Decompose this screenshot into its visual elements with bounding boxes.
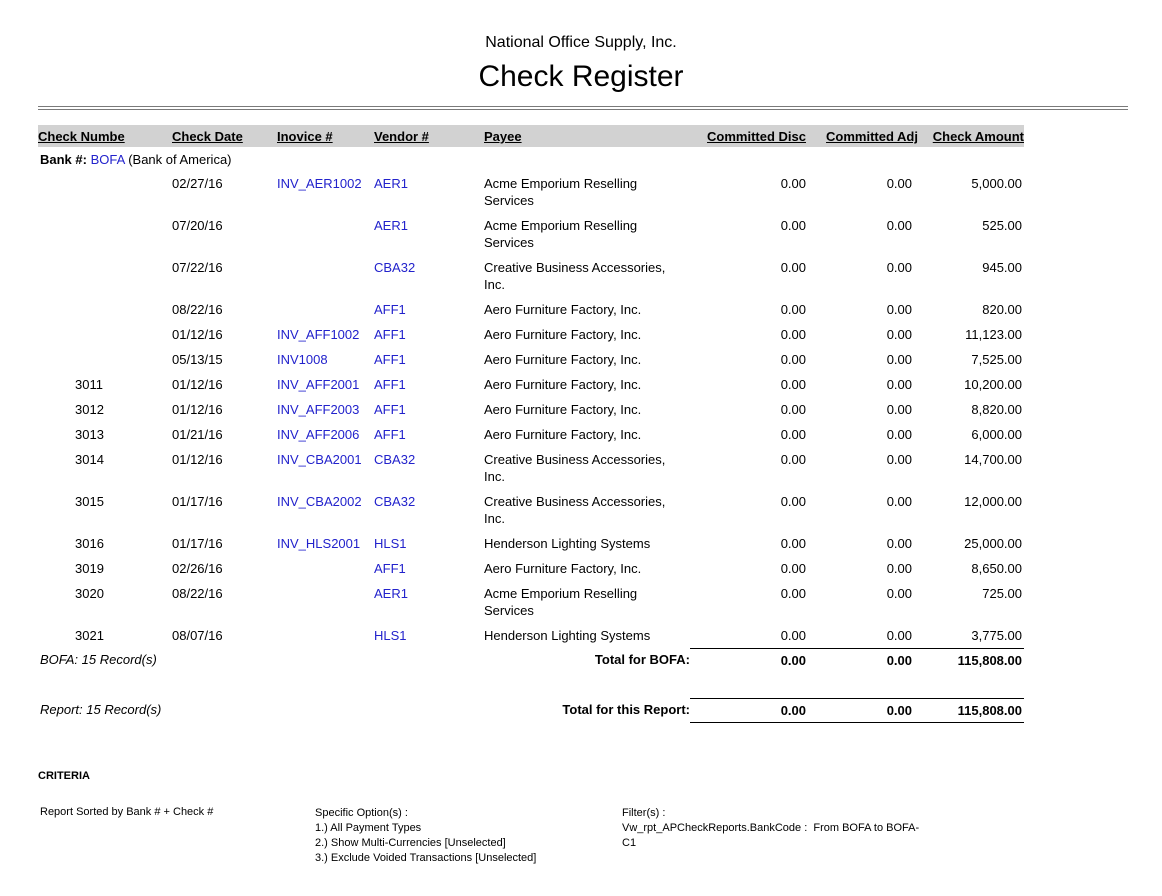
report-total-committed-adj: 0.00 xyxy=(806,698,918,723)
check-row xyxy=(38,531,1024,556)
committed-adj-cell: 0.00 xyxy=(886,628,912,643)
check-row xyxy=(38,372,1024,397)
check-amount-cell: 5,000.00 xyxy=(971,176,1022,191)
filters-block xyxy=(622,806,922,851)
committed-disc-cell: 0.00 xyxy=(780,302,806,317)
committed-adj-cell: 0.00 xyxy=(886,377,912,392)
check-date-cell: 05/13/15 xyxy=(172,352,223,367)
committed-adj-cell: 0.00 xyxy=(886,352,912,367)
check-number-cell: 3012 xyxy=(75,402,104,417)
check-amount-cell: 25,000.00 xyxy=(964,536,1022,551)
committed-disc-cell: 0.00 xyxy=(780,427,806,442)
check-date-cell: 07/22/16 xyxy=(172,260,223,275)
invoice-cell xyxy=(277,556,374,581)
sort-order-text: Report Sorted by Bank # + Check # xyxy=(40,806,214,818)
invoice-cell xyxy=(277,623,374,648)
options-list xyxy=(315,821,536,866)
committed-disc-cell: 0.00 xyxy=(780,561,806,576)
committed-disc-cell: 0.00 xyxy=(780,327,806,342)
vendor-link[interactable]: AER1 xyxy=(374,218,408,233)
check-table xyxy=(38,125,1024,723)
invoice-link[interactable]: INV_CBA2001 xyxy=(277,452,362,467)
option-item: 2.) Show Multi-Currencies [Unselected] xyxy=(315,837,506,849)
committed-disc-cell: 0.00 xyxy=(780,260,806,275)
specific-options-label: Specific Option(s) : xyxy=(315,807,408,819)
committed-adj-cell: 0.00 xyxy=(886,402,912,417)
check-date-cell: 01/17/16 xyxy=(172,536,223,551)
payee-cell: Acme Emporium Reselling Services xyxy=(484,176,638,208)
group-total-check-amount: 115,808.00 xyxy=(918,648,1024,672)
check-row xyxy=(38,447,1024,489)
payee-cell: Henderson Lighting Systems xyxy=(484,628,651,643)
payee-cell: Acme Emporium Reselling Services xyxy=(484,586,638,618)
check-number-cell xyxy=(38,297,172,322)
vendor-link[interactable]: AFF1 xyxy=(374,302,406,317)
committed-adj-cell: 0.00 xyxy=(886,218,912,233)
vendor-link[interactable]: AFF1 xyxy=(374,561,406,576)
check-amount-cell: 820.00 xyxy=(982,302,1022,317)
vendor-link[interactable]: AFF1 xyxy=(374,427,406,442)
check-date-cell: 07/20/16 xyxy=(172,218,223,233)
committed-adj-cell: 0.00 xyxy=(886,494,912,509)
title-divider xyxy=(38,106,1128,110)
payee-cell: Aero Furniture Factory, Inc. xyxy=(484,302,642,317)
invoice-link[interactable]: INV_AFF2003 xyxy=(277,402,360,417)
vendor-link[interactable]: AER1 xyxy=(374,586,408,601)
check-date-cell: 01/12/16 xyxy=(172,402,223,417)
report-footer-row xyxy=(38,698,1024,723)
invoice-link[interactable]: INV_CBA2002 xyxy=(277,494,362,509)
check-row xyxy=(38,347,1024,372)
check-number-cell xyxy=(38,322,172,347)
column-header-check-date: Check Date xyxy=(172,129,243,144)
check-date-cell: 08/22/16 xyxy=(172,302,223,317)
invoice-link[interactable]: INV_AFF2001 xyxy=(277,377,360,392)
committed-adj-cell: 0.00 xyxy=(886,561,912,576)
vendor-link[interactable]: AFF1 xyxy=(374,352,406,367)
bank-code-link[interactable]: BOFA xyxy=(90,152,125,167)
payee-cell: Aero Furniture Factory, Inc. xyxy=(484,561,642,576)
payee-cell: Creative Business Accessories, Inc. xyxy=(484,260,666,292)
check-number-cell: 3015 xyxy=(75,494,104,509)
check-number-cell: 3019 xyxy=(75,561,104,576)
report-record-count: Report: 15 Record(s) xyxy=(40,702,162,717)
check-number-cell: 3013 xyxy=(75,427,104,442)
column-header-vendor: Vendor # xyxy=(374,129,429,144)
invoice-cell xyxy=(277,581,374,623)
group-footer-row xyxy=(38,648,1024,672)
check-number-cell: 3011 xyxy=(75,377,103,392)
report-total-label: Total for this Report: xyxy=(562,702,690,717)
payee-cell: Aero Furniture Factory, Inc. xyxy=(484,352,642,367)
bank-name: (Bank of America) xyxy=(128,152,232,167)
report-total-check-amount: 115,808.00 xyxy=(918,698,1024,723)
payee-cell: Aero Furniture Factory, Inc. xyxy=(484,327,642,342)
filter-value: Vw_rpt_APCheckReports.BankCode : From BOFA to BOFA-C1 xyxy=(622,822,920,849)
specific-options-block xyxy=(315,806,536,866)
check-number-cell xyxy=(38,171,172,213)
vendor-link[interactable]: HLS1 xyxy=(374,536,407,551)
payee-cell: Aero Furniture Factory, Inc. xyxy=(484,377,642,392)
group-total-committed-adj: 0.00 xyxy=(806,648,918,672)
vendor-link[interactable]: AER1 xyxy=(374,176,408,191)
committed-adj-cell: 0.00 xyxy=(886,260,912,275)
vendor-link[interactable]: AFF1 xyxy=(374,377,406,392)
payee-cell: Aero Furniture Factory, Inc. xyxy=(484,402,642,417)
check-row xyxy=(38,623,1024,648)
invoice-cell xyxy=(277,297,374,322)
check-row xyxy=(38,397,1024,422)
group-record-count: BOFA: 15 Record(s) xyxy=(40,652,157,667)
column-header-committed-disc: Committed Disc xyxy=(707,129,806,144)
check-amount-cell: 945.00 xyxy=(982,260,1022,275)
check-row xyxy=(38,171,1024,213)
committed-disc-cell: 0.00 xyxy=(780,352,806,367)
check-number-cell: 3021 xyxy=(75,628,104,643)
check-row xyxy=(38,213,1024,255)
check-number-cell xyxy=(38,347,172,372)
report-total-committed-disc: 0.00 xyxy=(690,698,806,723)
check-amount-cell: 7,525.00 xyxy=(971,352,1022,367)
check-number-cell xyxy=(38,213,172,255)
committed-adj-cell: 0.00 xyxy=(886,452,912,467)
committed-adj-cell: 0.00 xyxy=(886,427,912,442)
column-header-committed-adj: Committed Adj xyxy=(826,129,918,144)
payee-cell: Creative Business Accessories, Inc. xyxy=(484,452,666,484)
committed-adj-cell: 0.00 xyxy=(886,586,912,601)
committed-disc-cell: 0.00 xyxy=(780,452,806,467)
check-amount-cell: 725.00 xyxy=(982,586,1022,601)
bank-label: Bank #: xyxy=(40,152,87,167)
check-date-cell: 01/12/16 xyxy=(172,327,223,342)
check-amount-cell: 11,123.00 xyxy=(965,327,1022,342)
check-date-cell: 01/17/16 xyxy=(172,494,223,509)
check-date-cell: 01/12/16 xyxy=(172,377,223,392)
report-title: Check Register xyxy=(478,60,684,93)
check-date-cell: 08/22/16 xyxy=(172,586,223,601)
committed-disc-cell: 0.00 xyxy=(780,586,806,601)
check-amount-cell: 8,820.00 xyxy=(971,402,1022,417)
invoice-link[interactable]: INV_AER1002 xyxy=(277,176,362,191)
committed-disc-cell: 0.00 xyxy=(780,218,806,233)
bank-group-header xyxy=(38,147,1024,171)
committed-disc-cell: 0.00 xyxy=(780,536,806,551)
group-total-committed-disc: 0.00 xyxy=(690,648,806,672)
check-amount-cell: 8,650.00 xyxy=(971,561,1022,576)
committed-adj-cell: 0.00 xyxy=(886,327,912,342)
invoice-cell xyxy=(277,255,374,297)
column-header-check-number: Check Numbe xyxy=(38,129,125,144)
check-date-cell: 02/27/16 xyxy=(172,176,223,191)
option-item: 1.) All Payment Types xyxy=(315,822,422,834)
company-name: National Office Supply, Inc. xyxy=(485,34,677,51)
criteria-heading: CRITERIA xyxy=(38,770,90,782)
payee-cell: Henderson Lighting Systems xyxy=(484,536,651,551)
payee-cell: Creative Business Accessories, Inc. xyxy=(484,494,666,526)
invoice-link[interactable]: INV_AFF1002 xyxy=(277,327,360,342)
check-number-cell xyxy=(38,255,172,297)
check-row xyxy=(38,489,1024,531)
committed-disc-cell: 0.00 xyxy=(780,377,806,392)
group-total-label: Total for BOFA: xyxy=(594,652,690,667)
check-date-cell: 01/21/16 xyxy=(172,427,223,442)
payee-cell: Acme Emporium Reselling Services xyxy=(484,218,638,250)
invoice-link[interactable]: INV_AFF2006 xyxy=(277,427,360,442)
invoice-cell xyxy=(277,213,374,255)
check-row xyxy=(38,581,1024,623)
check-date-cell: 01/12/16 xyxy=(172,452,223,467)
check-row xyxy=(38,556,1024,581)
option-item: 3.) Exclude Voided Transactions [Unselected] xyxy=(315,852,537,864)
invoice-link[interactable]: INV_HLS2001 xyxy=(277,536,361,551)
check-amount-cell: 12,000.00 xyxy=(964,494,1022,509)
column-header-invoice: Inovice # xyxy=(277,129,333,144)
check-amount-cell: 14,700.00 xyxy=(964,452,1022,467)
check-number-cell: 3016 xyxy=(75,536,104,551)
table-body xyxy=(38,171,1024,648)
vendor-link[interactable]: CBA32 xyxy=(374,452,416,467)
check-number-cell: 3020 xyxy=(75,586,104,601)
table-header-row xyxy=(38,125,1024,147)
check-amount-cell: 525.00 xyxy=(982,218,1022,233)
invoice-link[interactable]: INV1008 xyxy=(277,352,328,367)
check-date-cell: 02/26/16 xyxy=(172,561,223,576)
check-row xyxy=(38,255,1024,297)
committed-disc-cell: 0.00 xyxy=(780,176,806,191)
vendor-link[interactable]: CBA32 xyxy=(374,260,416,275)
committed-adj-cell: 0.00 xyxy=(886,536,912,551)
check-number-cell: 3014 xyxy=(75,452,104,467)
committed-disc-cell: 0.00 xyxy=(780,402,806,417)
check-row xyxy=(38,422,1024,447)
vendor-link[interactable]: CBA32 xyxy=(374,494,416,509)
column-header-check-amount: Check Amount xyxy=(932,129,1024,144)
check-amount-cell: 10,200.00 xyxy=(964,377,1022,392)
filters-label: Filter(s) : xyxy=(622,807,666,819)
check-date-cell: 08/07/16 xyxy=(172,628,223,643)
check-amount-cell: 3,775.00 xyxy=(971,628,1022,643)
payee-cell: Aero Furniture Factory, Inc. xyxy=(484,427,642,442)
committed-disc-cell: 0.00 xyxy=(780,628,806,643)
check-amount-cell: 6,000.00 xyxy=(971,427,1022,442)
check-row xyxy=(38,322,1024,347)
committed-adj-cell: 0.00 xyxy=(886,302,912,317)
vendor-link[interactable]: AFF1 xyxy=(374,402,406,417)
committed-disc-cell: 0.00 xyxy=(780,494,806,509)
committed-adj-cell: 0.00 xyxy=(886,176,912,191)
check-row xyxy=(38,297,1024,322)
vendor-link[interactable]: AFF1 xyxy=(374,327,406,342)
column-header-payee: Payee xyxy=(484,129,522,144)
vendor-link[interactable]: HLS1 xyxy=(374,628,407,643)
